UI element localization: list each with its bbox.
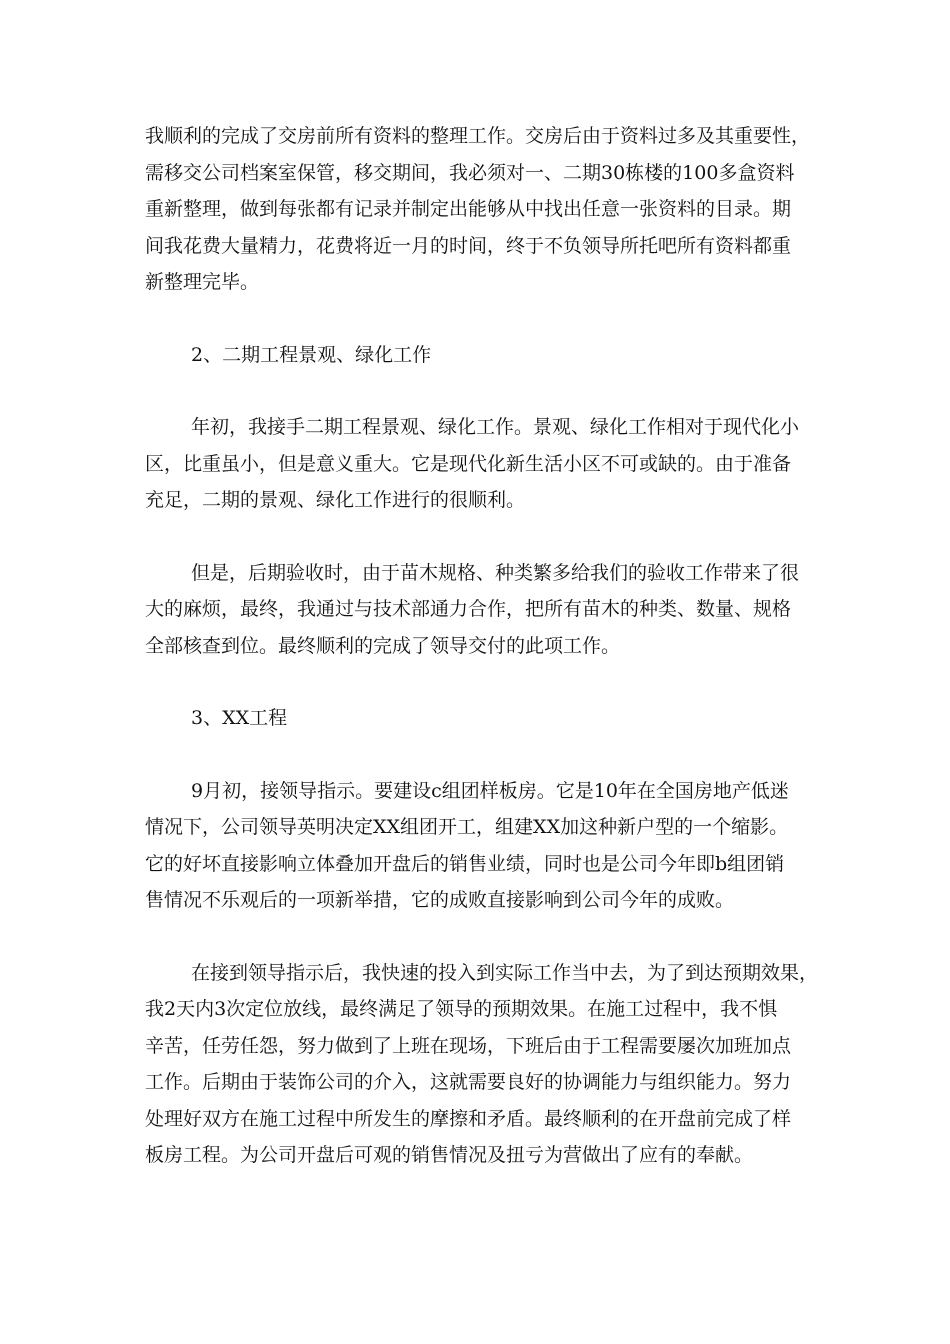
section-heading-landscape: [145, 337, 825, 374]
paragraph-construction-work: [145, 955, 825, 1174]
text-line: 工作。后期由于装饰公司的介入，这就需要良好的协调能力与组织能力。努力: [145, 1071, 792, 1093]
text-line: 充足，二期的景观、绿化工作进行的很顺利。: [145, 489, 526, 511]
text-line: 在接到领导指示后，我快速的投入到实际工作当中去，为了到达预期效果，: [191, 961, 819, 984]
text-line: 全部核查到位。最终顺利的完成了领导交付的此项工作。: [145, 634, 621, 657]
text-line: 需移交公司档案室保管，移交期间，我必须对一、二期30栋楼的100多盒资料: [145, 161, 795, 184]
text-line: 9月初，接领导指示。要建设c组团样板房。它是10年在全国房地产低迷: [191, 779, 789, 802]
text-line: 区，比重虽小，但是意义重大。它是现代化新生活小区不可或缺的。由于准备: [145, 452, 792, 475]
paragraph-landscape-acceptance: [145, 555, 825, 665]
paragraph-sample-house: [145, 773, 825, 919]
text-line: 板房工程。为公司开盘后可观的销售情况及扭亏为营做出了应有的奉献。: [145, 1144, 754, 1166]
text-line: 处理好双方在施工过程中所发生的摩擦和矛盾。最终顺利的在开盘前完成了样: [145, 1107, 792, 1130]
text-line: 间我花费大量精力，花费将近一月的时间，终于不负领导所托吧所有资料都重: [145, 234, 792, 257]
text-line: 情况下，公司领导英明决定XX组团开工，组建XX加这种新户型的一个缩影。: [145, 816, 789, 838]
paragraph-landscape-intro: [145, 409, 825, 519]
text-line: 我顺利的完成了交房前所有资料的整理工作。交房后由于资料过多及其重要性，: [145, 125, 811, 147]
section-heading-text: 3、XX工程: [191, 707, 288, 729]
text-line: 辛苦，任劳任怨，努力做到了上班在现场，下班后由于工程需要屡次加班加点: [145, 1034, 792, 1057]
text-line: 大的麻烦，最终，我通过与技术部通力合作，把所有苗木的种类、数量、规格: [145, 598, 792, 620]
section-heading-xx-project: [145, 700, 825, 737]
text-line: 我2天内3次定位放线，最终满足了领导的预期效果。在施工过程中，我不惧: [145, 998, 778, 1020]
text-line: 售情况不乐观后的一项新举措，它的成败直接影响到公司今年的成败。: [145, 889, 735, 911]
text-line: 年初，我接手二期工程景观、绿化工作。景观、绿化工作相对于现代化小: [191, 416, 800, 438]
text-line: 但是，后期验收时，由于苗木规格、种类繁多给我们的验收工作带来了很: [191, 561, 800, 584]
text-line: 它的好坏直接影响立体叠加开盘后的销售业绩，同时也是公司今年即b组团销: [145, 852, 785, 875]
paragraph-archive-work: [145, 118, 825, 301]
text-line: 新整理完毕。: [145, 271, 260, 293]
document-body: [145, 118, 825, 1174]
text-line: 重新整理，做到每张都有记录并制定出能够从中找出任意一张资料的目录。期: [145, 198, 792, 220]
section-heading-text: 2、二期工程景观、绿化工作: [191, 343, 432, 366]
